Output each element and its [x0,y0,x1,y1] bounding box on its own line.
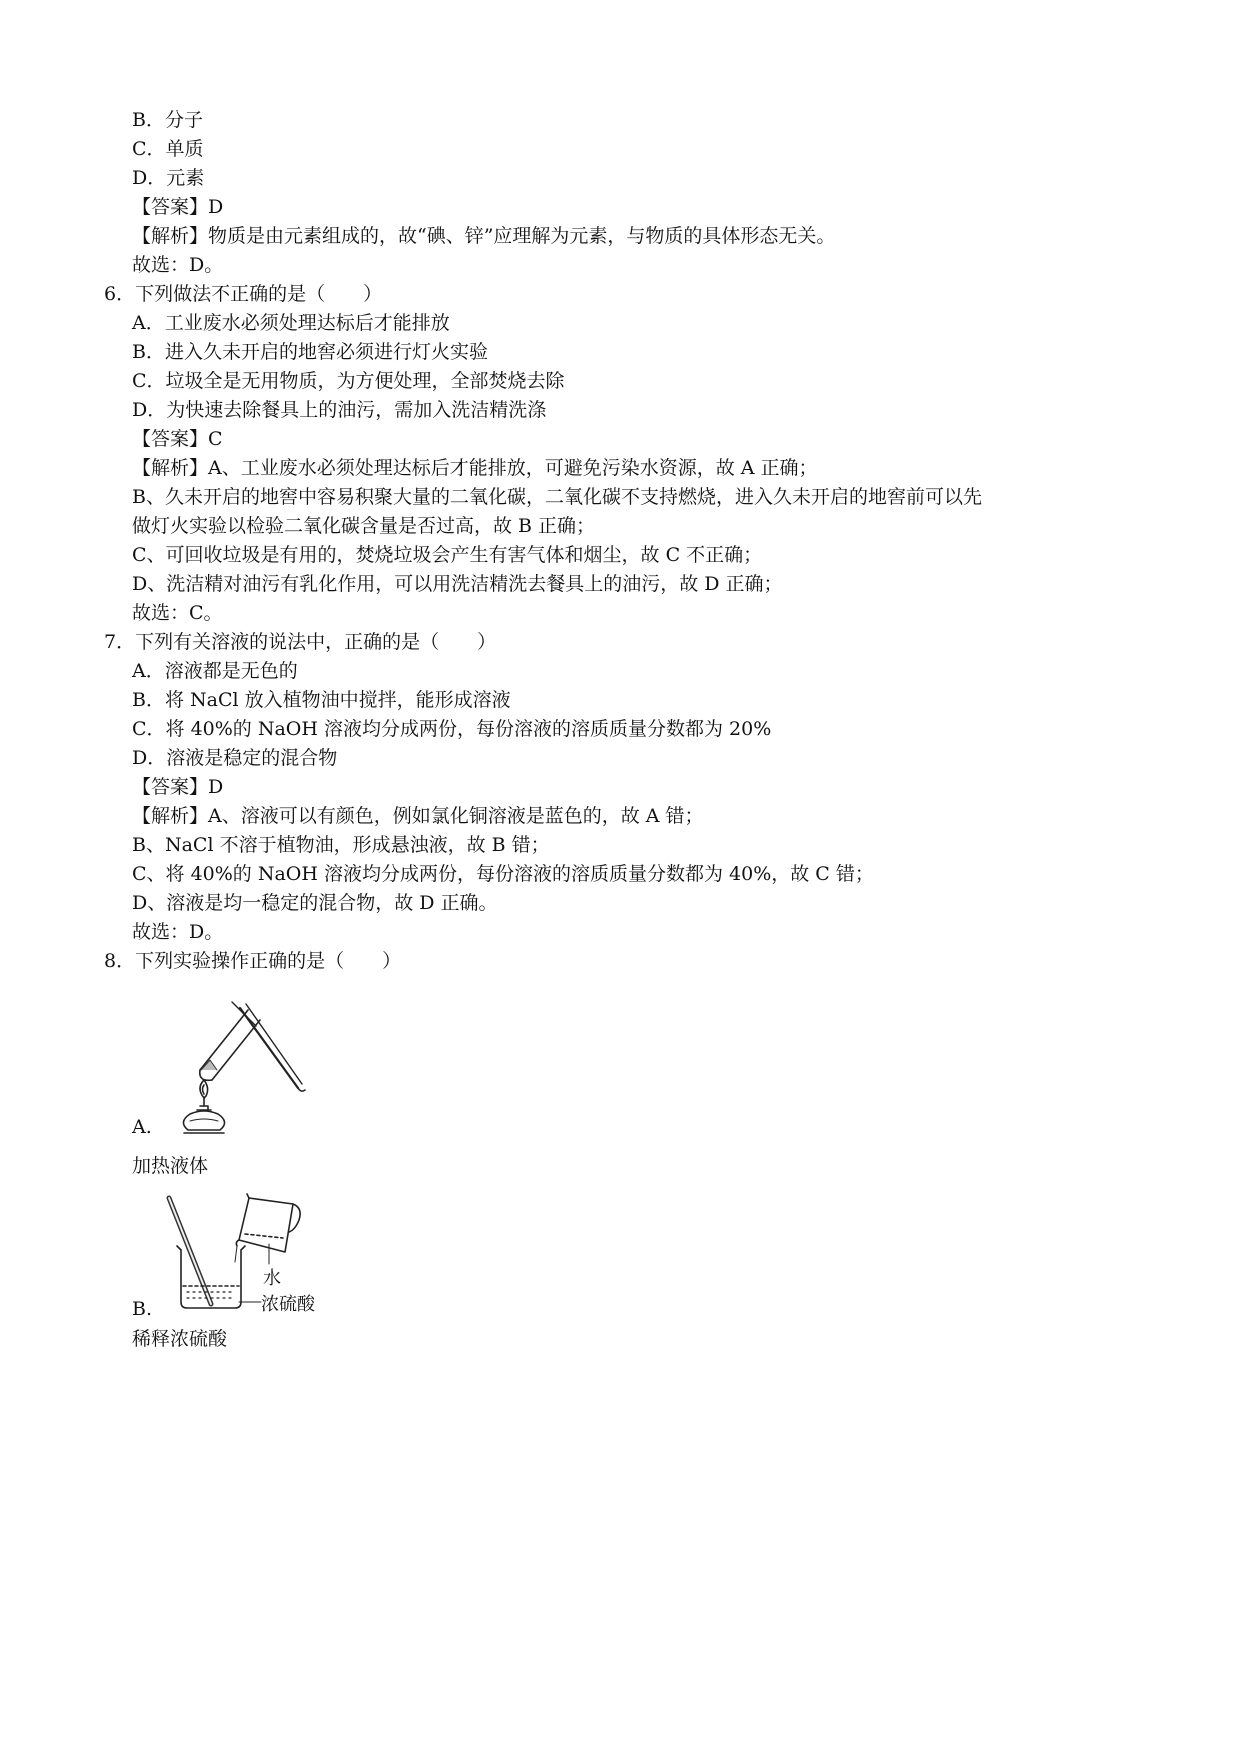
figure-label-acid: 浓硫酸 [261,1294,315,1315]
q5-answer: 【答案】D [132,196,224,218]
q5-option-b: B．分子 [132,109,203,131]
q8-option-a-caption: 加热液体 [132,1155,209,1177]
q7-option-a: A．溶液都是无色的 [132,660,298,682]
q5-analysis: 【解析】物质是由元素组成的，故“碘、锌”应理解为元素，与物质的具体形态无关。 [132,225,836,247]
q6-option-d: D．为快速去除餐具上的油污，需加入洗洁精洗涤 [132,399,547,421]
q8-stem: 8．下列实验操作正确的是（ ） [104,950,402,972]
q6-stem: 6．下列做法不正确的是（ ） [104,283,383,305]
q7-analysis-line: D、溶液是均一稳定的混合物，故 D 正确。 [132,892,498,914]
q6-analysis-line: 【解析】A、工业废水必须处理达标后才能排放，可避免污染水资源，故 A 正确； [132,457,818,479]
q6-conclusion: 故选：C。 [132,602,223,624]
q7-stem: 7．下列有关溶液的说法中，正确的是（ ） [104,631,497,653]
q6-option-b: B．进入久未开启的地窖必须进行灯火实验 [132,341,488,363]
q6-option-a: A．工业废水必须处理达标后才能排放 [132,312,450,334]
q7-conclusion: 故选：D。 [132,921,224,943]
q6-analysis-line: 做灯火实验以检验二氧化碳含量是否过高，故 B 正确； [132,515,596,537]
q6-analysis-line: C、可回收垃圾是有用的，焚烧垃圾会产生有害气体和烟尘，故 C 不正确； [132,544,763,566]
q7-analysis-line: B、NaCl 不溶于植物油，形成悬浊液，故 B 错； [132,834,550,856]
q7-option-c: C．将 40%的 NaOH 溶液均分成两份，每份溶液的溶质质量分数都为 20% [132,718,772,740]
q6-option-c: C．垃圾全是无用物质，为方便处理，全部焚烧去除 [132,370,565,392]
figure-label-water: 水 [263,1268,281,1289]
q6-answer: 【答案】C [132,428,223,450]
q5-option-c: C．单质 [132,138,204,160]
q5-conclusion: 故选：D。 [132,254,224,276]
q8-option-a-letter: A. [132,1116,152,1138]
q8-option-b-caption: 稀释浓硫酸 [132,1328,228,1350]
dilute-acid-figure [165,1190,325,1320]
q5-option-d: D．元素 [132,167,205,189]
q7-option-b: B．将 NaCl 放入植物油中搅拌，能形成溶液 [132,689,511,711]
heating-liquid-figure [170,990,310,1140]
q6-analysis-line: B、久未开启的地窖中容易积聚大量的二氧化碳，二氧化碳不支持燃烧，进入久未开启的地窖前可以先 [132,486,982,508]
q7-answer: 【答案】D [132,776,224,798]
q6-analysis-line: D、洗洁精对油污有乳化作用，可以用洗洁精洗去餐具上的油污，故 D 正确； [132,573,783,595]
q7-analysis-line: C、将 40%的 NaOH 溶液均分成两份，每份溶液的溶质质量分数都为 40%，故 C 错； [132,863,874,885]
q7-option-d: D．溶液是稳定的混合物 [132,747,338,769]
q8-option-b-letter: B. [132,1298,153,1320]
q7-analysis-line: 【解析】A、溶液可以有颜色，例如氯化铜溶液是蓝色的，故 A 错； [132,805,704,827]
